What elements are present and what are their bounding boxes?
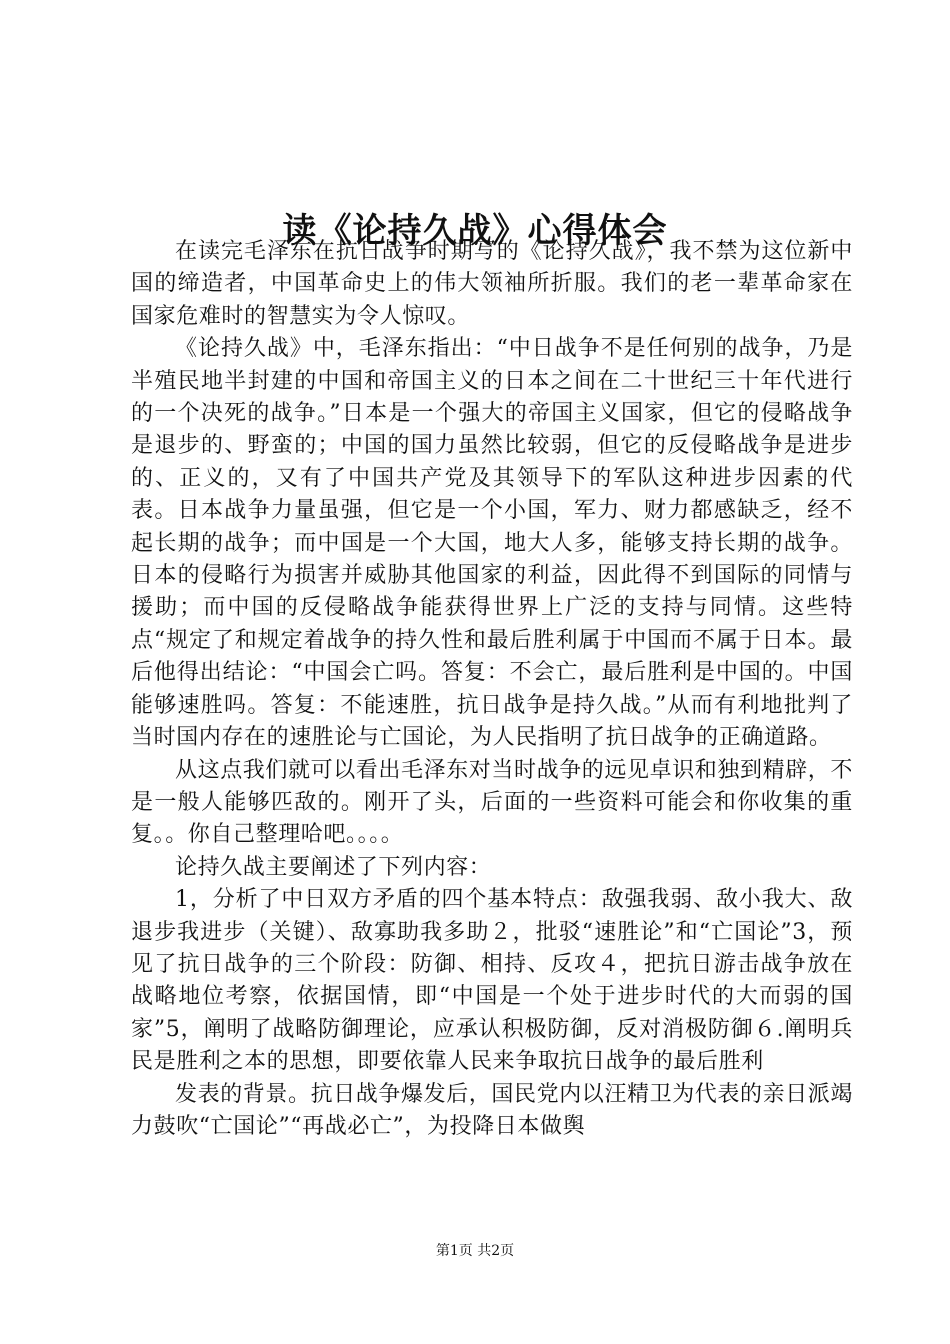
paragraph-reflection: 从这点我们就可以看出毛泽东对当时战争的远见卓识和独到精辟，不是一般人能够匹敌的。刚开了头，后面的一些资料可能会和你收集的重复。。你自己整理哈吧。。。。 [131,757,854,848]
paragraph-summary-heading: 论持久战主要阐述了下列内容： [175,854,492,880]
paragraph-main: 《论持久战》中，毛泽东指出：“中日战争不是任何别的战争，乃是半殖民地半封建的中国和帝国主义的日本之间在二十世纪三十年代进行的一个决死的战争。”日本是一个强大的帝国主义国家，但它的侵略战争是退步的、野蛮的；中国的国力虽然比较弱，但它的反侵略战争是进步的、正义的，又有了中国共产党及其领导下的军队这种进步因素的代表。日本战争力量虽强，但它是一个小国，军力、财力都感缺乏，经不起长期的战争；而中国是一个大国，地大人多，能够支持长期的战争。日本的侵略行为损害并威胁其他国家的利益，因此得不到国际的同情与援助；而中国的反侵略战争能获得世界上广泛的支持与同情。这些特点“规定了和规定着战争的持久性和最后胜利属于中国而不属于日本。最后他得出结论：“中国会亡吗。答复：不会亡，最后胜利是中国的。中国能够速胜吗。答复：不能速胜，抗日战争是持久战。”从而有利地批判了当时国内存在的速胜论与亡国论，为人民指明了抗日战争的正确道路。 [131,336,853,751]
page-footer: 第1页 共2页 [435,1243,515,1259]
paragraph-background: 发表的背景。抗日战争爆发后，国民党内以汪精卫为代表的亲日派竭力鼓吹“亡国论”“再战必亡”，为投降日本做舆 [131,1081,854,1139]
document-title: 读《论持久战》心得体会 [282,210,668,251]
document-body [131,236,853,1143]
paragraph-intro: 在读完毛泽东在抗日战争时期写的《论持久战》，我不禁为这位新中国的缔造者，中国革命史上的伟大领袖所折服。我们的老一辈革命家在国家危难时的智慧实为令人惊叹。 [131,239,853,329]
paragraph-summary-list: 1，分析了中日双方矛盾的四个基本特点：敌强我弱、敌小我大、敌退步我进步（关键）、敌寡助我多助２，批驳“速胜论”和“亡国论”3，预见了抗日战争的三个阶段：防御、相持、反攻４，把抗日游击战争放在战略地位考察，依据国情，即“中国是一个处于进步时代的大而弱的国家”5，阐明了战略防御理论，应承认积极防御，反对消极防御６.阐明兵民是胜利之本的思想，即要依靠人民来争取抗日战争的最后胜利 [131,887,853,1075]
